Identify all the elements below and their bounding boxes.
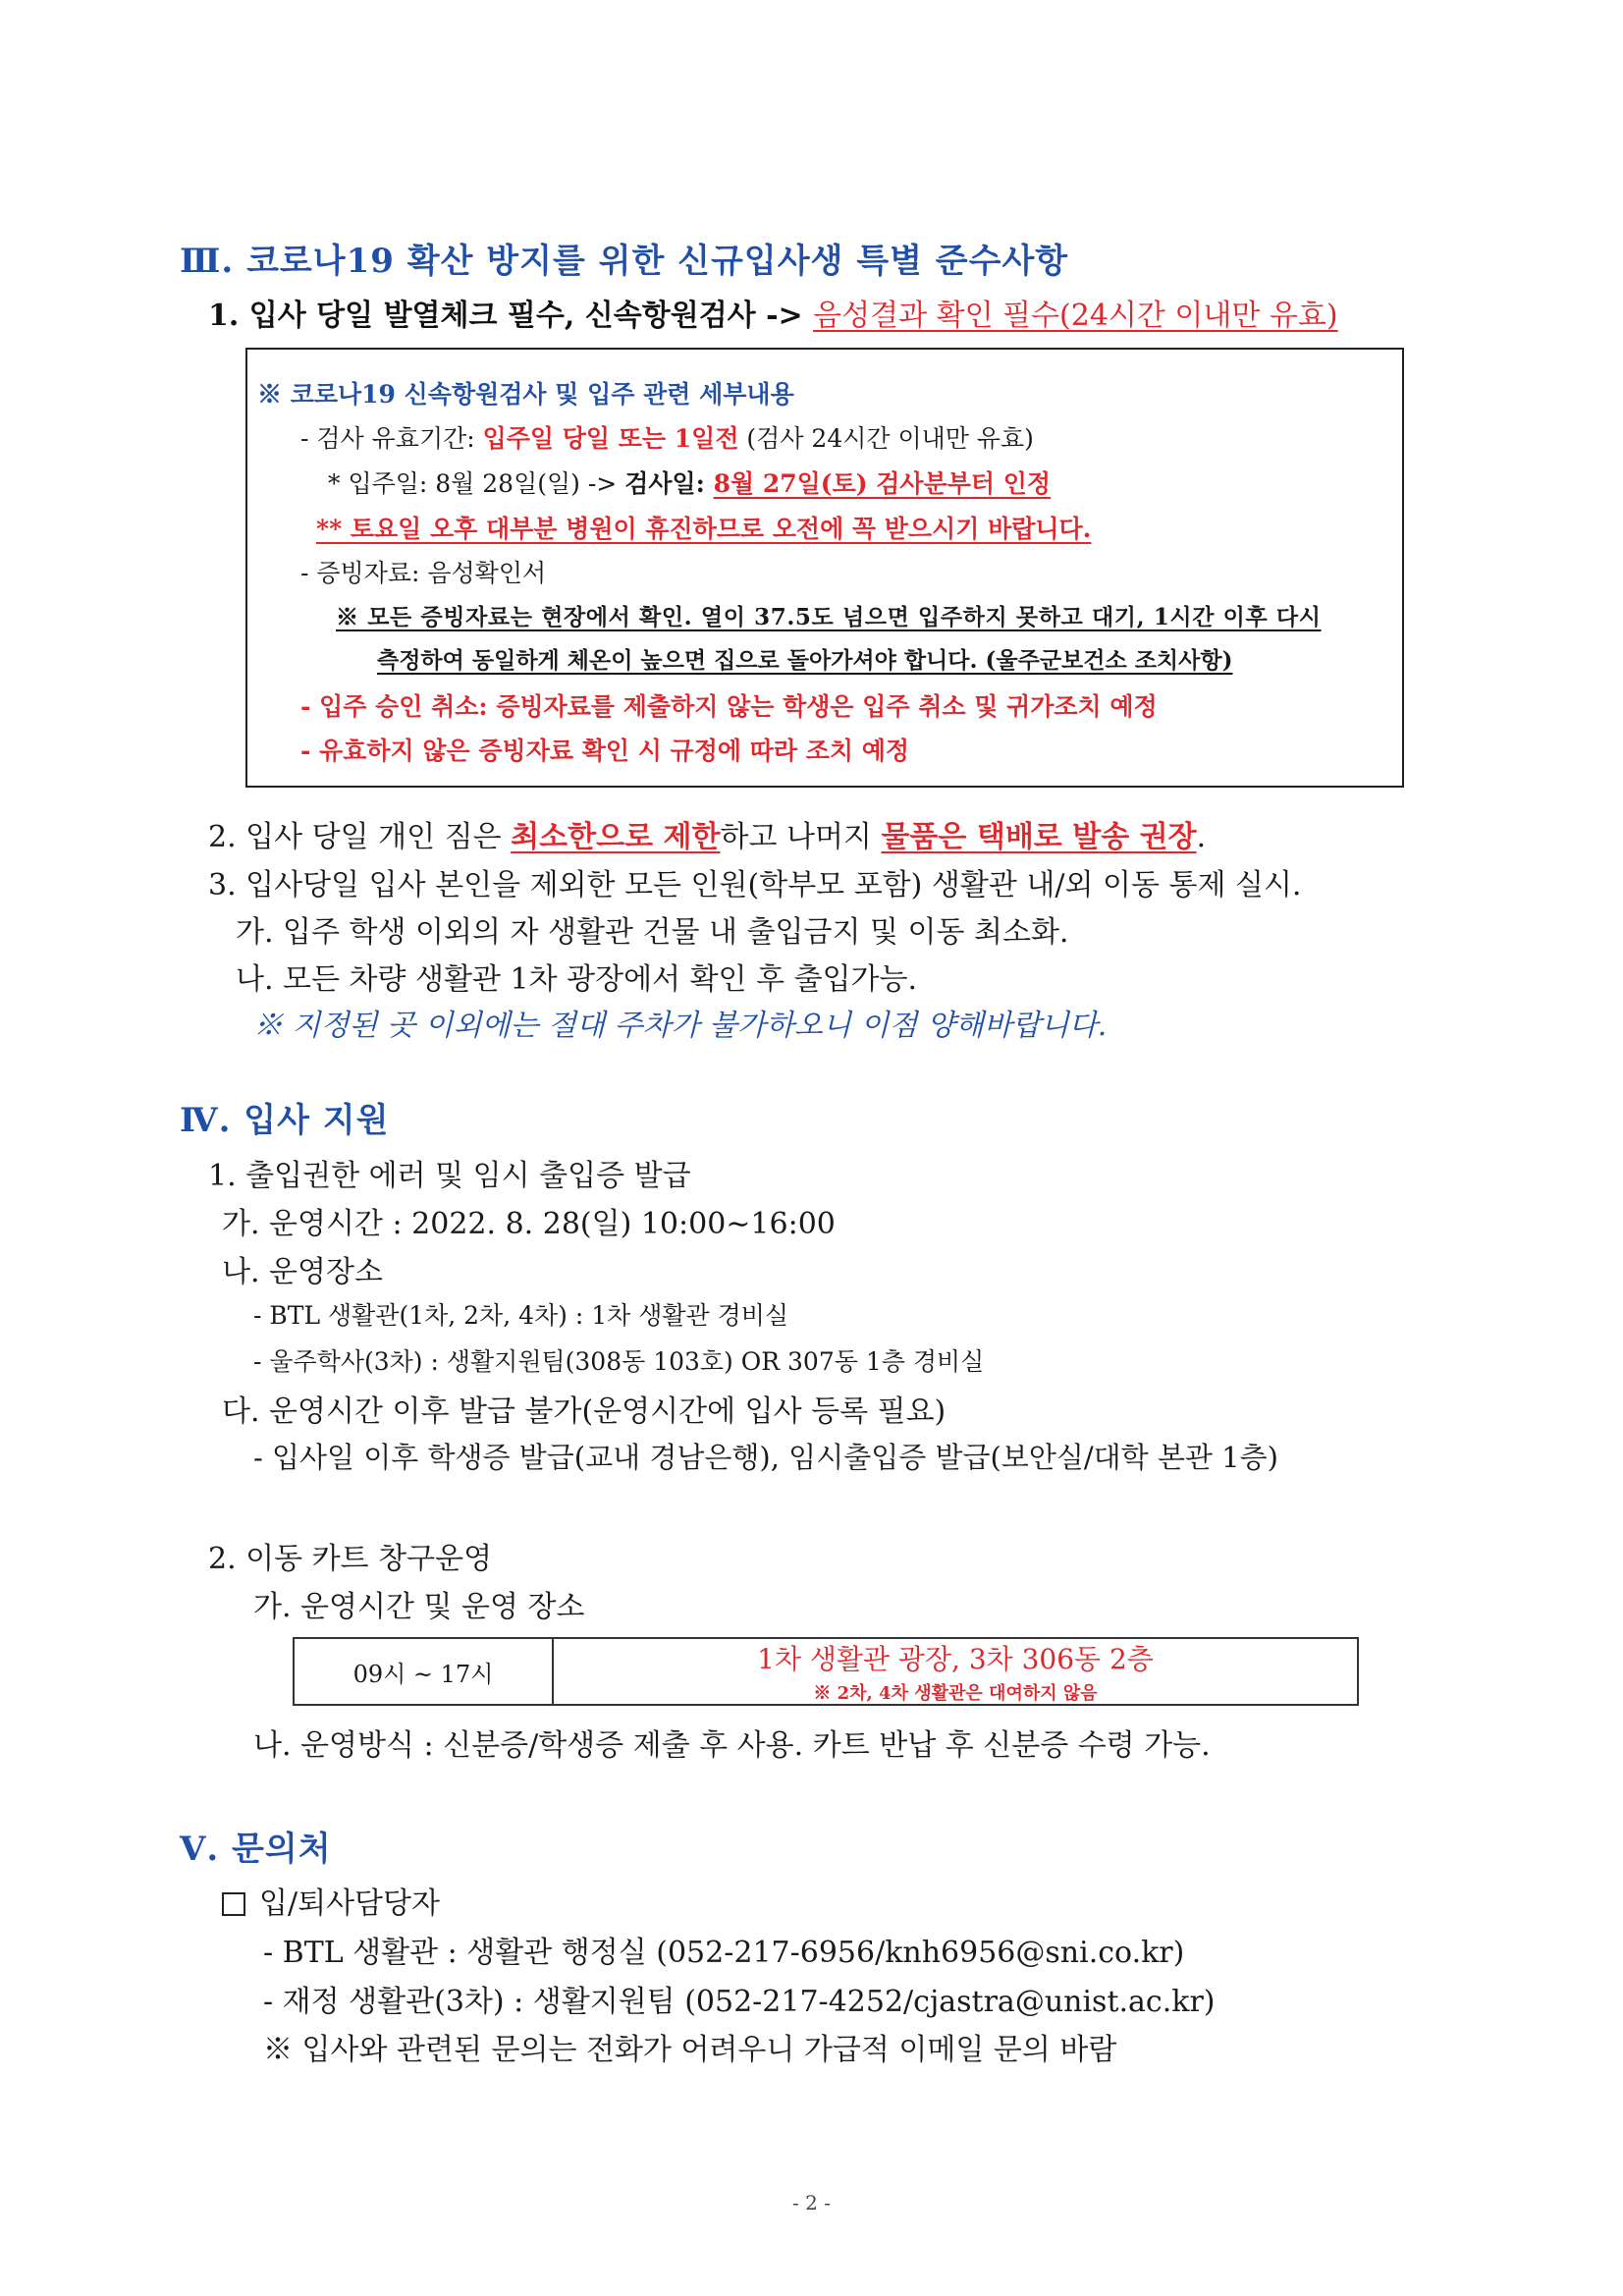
item2-tail: .: [1196, 820, 1207, 854]
parking-note: ※ 지정된 곳 이외에는 절대 주차가 불가하오니 이점 양해바랍니다.: [253, 1009, 1108, 1043]
box-evidence: - 증빙자료: 음성확인서: [300, 559, 547, 587]
place-btl: - BTL 생활관(1차, 2차, 4차) : 1차 생활관 경비실: [253, 1301, 789, 1330]
section3-title: Ⅲ. 코로나19 확산 방지를 위한 신규입사생 특별 준수사항: [180, 242, 1069, 281]
section4-after-hours: 다. 운영시간 이후 발급 불가(운영시간에 입사 등록 필요): [222, 1394, 947, 1429]
email-note: ※ 입사와 관련된 문의는 전화가 어려우니 가급적 이메일 문의 바람: [263, 2033, 1117, 2067]
item1-emphasis: 음성결과 확인 필수(24시간 이내만 유효): [813, 299, 1338, 333]
item2-red1: 최소한으로 제한: [511, 820, 721, 854]
item2-red2: 물품은 택배로 발송 권장: [881, 820, 1197, 854]
validity-tail: (검사 24시간 이내만 유효): [738, 424, 1034, 453]
check-note-2-text: 측정하여 동일하게 체온이 높으면 집으로 돌아가셔야 합니다. (울주군보건소 조치사항): [377, 647, 1233, 674]
page-number: - 2 -: [792, 2191, 831, 2214]
cart-table: [293, 1637, 1359, 1706]
section5-title: Ⅴ. 문의처: [180, 1830, 332, 1869]
section3-item3-ga: 가. 입주 학생 이외의 자 생활관 건물 내 출입금지 및 이동 최소화.: [236, 915, 1069, 950]
contact-btl: - BTL 생활관 : 생활관 행정실 (052-217-6956/knh6956@sni.co.kr): [263, 1936, 1185, 1970]
cart-hours-place: 가. 운영시간 및 운영 장소: [253, 1590, 585, 1624]
section3-item1: [208, 291, 1338, 334]
cart-place: 1차 생활관 광장, 3차 306동 2층: [757, 1643, 1154, 1675]
section4-hours: 가. 운영시간 : 2022. 8. 28(일) 10:00∼16:00: [222, 1207, 836, 1241]
test-date-label: 검사일:: [624, 469, 714, 498]
section3-item3: 3. 입사당일 입사 본인을 제외한 모든 인원(학부모 포함) 생활관 내/외 이동 통제 실시.: [208, 868, 1302, 902]
test-date-red: 8월 27일(토) 검사분부터 인정: [713, 469, 1052, 498]
section4-place: 나. 운영장소: [222, 1255, 383, 1289]
section4-after-move-in: - 입사일 이후 학생증 발급(교내 경남은행), 임시출입증 발급(보안실/대학 본관 1층): [253, 1441, 1278, 1474]
section3-item3-na: 나. 모든 차량 생활관 1차 광장에서 확인 후 출입가능.: [236, 962, 918, 997]
contact-heading: [222, 1879, 440, 1922]
contact-heading-text: 입/퇴사담당자: [259, 1886, 440, 1921]
section4-item2: 2. 이동 카트 창구운영: [208, 1542, 493, 1576]
item2-lead: 2. 입사 당일 개인 짐은: [208, 820, 512, 854]
check-note-1: [336, 599, 1322, 631]
section3-item2: [208, 812, 1206, 855]
validity-red: 입주일 당일 또는 1일전: [482, 424, 739, 453]
movein-label: * 입주일: 8월 28일(일) ->: [328, 469, 625, 498]
cart-place-note: ※ 2차, 4차 생활관은 대여하지 않음: [813, 1683, 1098, 1704]
saturday-note: ** 토요일 오후 대부분 병원이 휴진하므로 오전에 꼭 받으시기 바랍니다.: [316, 515, 1092, 543]
section4-item1: 1. 출입권한 에러 및 임시 출입증 발급: [208, 1159, 691, 1193]
section4-title: Ⅳ. 입사 지원: [180, 1101, 390, 1140]
cart-time-cell: [295, 1639, 554, 1704]
box-movein: [328, 465, 1051, 500]
contact-jaejeong: - 재정 생활관(3차) : 생활지원팀 (052-217-4252/cjastra@unist.ac.kr): [263, 1985, 1216, 2019]
check-note-1-text: ※ 모든 증빙자료는 현장에서 확인. 열이 37.5도 넘으면 입주하지 못하고 대기, 1시간 이후 다시: [336, 604, 1322, 630]
item1-lead: 1. 입사 당일 발열체크 필수, 신속항원검사 ->: [208, 299, 814, 333]
item2-mid: 하고 나머지: [720, 820, 882, 854]
cart-time: 09시 ~ 17시: [352, 1660, 494, 1688]
invalid-note: - 유효하지 않은 증빙자료 확인 시 규정에 따라 조치 예정: [300, 737, 910, 765]
check-note-2: [377, 642, 1232, 675]
box-header: ※ 코로나19 신속항원검사 및 입주 관련 세부내용: [257, 380, 794, 409]
place-ulju: - 울주학사(3차) : 생활지원팀(308동 103호) OR 307동 1층 경비실: [253, 1347, 985, 1376]
cart-method: 나. 운영방식 : 신분증/학생증 제출 후 사용. 카트 반납 후 신분증 수령 가능.: [253, 1728, 1211, 1763]
cancel-note: - 입주 승인 취소: 증빙자료를 제출하지 않는 학생은 입주 취소 및 귀가조치 예정: [300, 692, 1158, 721]
checkbox-square-icon: [222, 1892, 245, 1916]
validity-label: - 검사 유효기간:: [300, 424, 483, 453]
box-validity: [300, 419, 1034, 455]
cart-place-cell: [554, 1639, 1357, 1704]
